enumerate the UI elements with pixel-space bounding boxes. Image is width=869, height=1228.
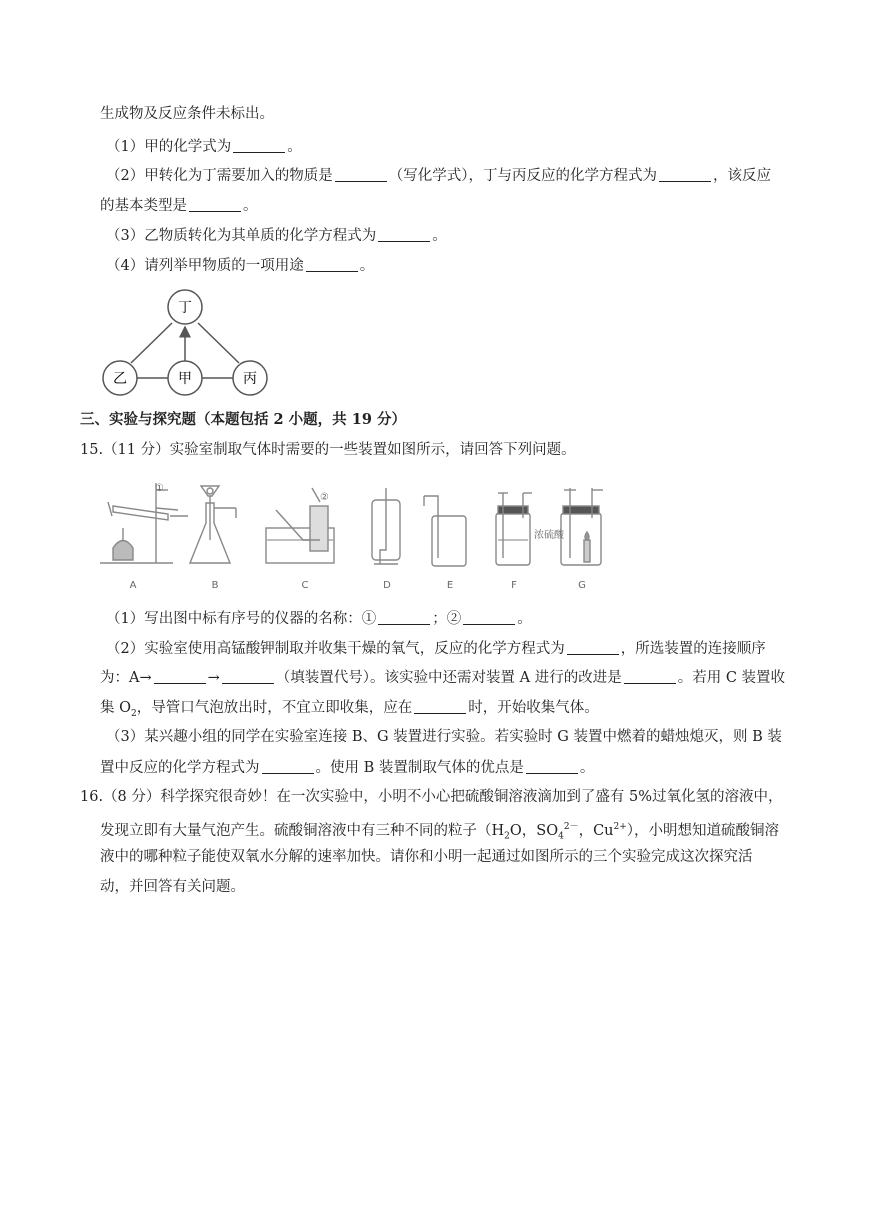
- apparatus-d: [372, 488, 400, 564]
- answer-blank[interactable]: [233, 136, 285, 153]
- apparatus-label-d: D: [383, 580, 391, 591]
- apparatus-e: [424, 496, 466, 566]
- q14-part4: （4）请列举甲物质的一项用途 。: [106, 255, 374, 276]
- q14-part2: （2）甲转化为丁需要加入的物质是 （写化学式），丁与丙反应的化学方程式为 ，该反应: [106, 165, 771, 186]
- answer-blank[interactable]: [378, 608, 430, 625]
- apparatus-b: [190, 486, 236, 563]
- answer-blank[interactable]: [189, 195, 241, 212]
- apparatus-a: [100, 483, 188, 563]
- answer-blank[interactable]: [526, 757, 578, 774]
- q14-part2-cont: 的基本类型是 。: [100, 195, 258, 216]
- mark-1: ①: [155, 483, 164, 494]
- apparatus-f: [496, 493, 532, 565]
- answer-blank[interactable]: [414, 697, 466, 714]
- q14-part3: （3）乙物质转化为其单质的化学方程式为 。: [106, 225, 447, 246]
- edge-ding-yi: [131, 323, 172, 363]
- node-bing-label: 丙: [243, 371, 257, 387]
- q15-stem: 15.（11 分）实验室制取气体时需要的一些装置如图所示，请回答下列问题。: [80, 442, 576, 458]
- q14-part1: （1）甲的化学式为 。: [106, 136, 302, 157]
- answer-blank[interactable]: [659, 165, 711, 182]
- apparatus-label-a: A: [129, 580, 137, 591]
- node-jia-label: 甲: [178, 371, 192, 387]
- apparatus-label-e: E: [446, 580, 454, 591]
- answer-blank[interactable]: [262, 757, 314, 774]
- apparatus-label-c: C: [301, 580, 309, 591]
- q16-line2: 发现立即有大量气泡产生。硫酸铜溶液中有三种不同的粒子（$H_2O$，$SO_4^{2-}$，$Cu^{2+}$），小明想知道硫酸铜溶: [100, 822, 780, 842]
- answer-blank[interactable]: [463, 608, 515, 625]
- q15-part2: （2）实验室使用高锰酸钾制取并收集干燥的氧气，反应的化学方程式为 ，所选装置的连接顺序: [106, 638, 766, 659]
- answer-blank[interactable]: [378, 225, 430, 242]
- q16-line3: 液中的哪种粒子能使双氧水分解的速率加快。请你和小明一起通过如图所示的三个实验完成这次探究活: [100, 849, 753, 865]
- node-ding-label: 丁: [178, 300, 192, 316]
- section-3-title: 三、实验与探究题（本题包括 2 小题，共 19 分）: [80, 411, 406, 428]
- q15-part3-cont: 置中反应的化学方程式为 。使用 B 装置制取气体的优点是 。: [100, 757, 594, 778]
- q15-part3: （3）某兴趣小组的同学在实验室连接 B、G 装置进行实验。若实验时 G 装置中燃着的蜡烛熄灭，则 B 装: [106, 729, 782, 745]
- q15-part1: （1）写出图中标有序号的仪器的名称：① ；② 。: [106, 608, 532, 629]
- node-yi-label: 乙: [113, 371, 127, 387]
- f-label: 浓硫酸: [534, 530, 564, 541]
- mark-2: ②: [320, 492, 329, 503]
- answer-blank[interactable]: [624, 667, 676, 684]
- apparatus-label-f: F: [511, 580, 517, 591]
- answer-blank[interactable]: [154, 667, 206, 684]
- q14-intro-tail: 生成物及反应条件未标出。: [100, 106, 274, 122]
- apparatus-g: [561, 488, 603, 565]
- answer-blank[interactable]: [335, 165, 387, 182]
- q15-apparatus-figure: [98, 478, 618, 598]
- apparatus-label-g: G: [578, 580, 586, 591]
- answer-blank[interactable]: [306, 255, 358, 272]
- q16-line1: 16.（8 分）科学探究很奇妙！在一次实验中，小明不小心把硫酸铜溶液滴加到了盛有 5%过氧化氢的溶液中，: [80, 789, 783, 805]
- q14-transformation-diagram: [95, 285, 280, 400]
- answer-blank[interactable]: [222, 667, 274, 684]
- apparatus-label-b: B: [211, 580, 219, 591]
- edge-ding-bing: [198, 323, 239, 363]
- apparatus-labels: [130, 580, 586, 591]
- q16-line4: 动，并回答有关问题。: [100, 879, 245, 895]
- q15-part2-cont2: 集 $O_2$，导管口气泡放出时，不宜立即收集，应在 时，开始收集气体。: [100, 697, 599, 724]
- answer-blank[interactable]: [567, 638, 619, 655]
- q15-part2-cont1: 为：A→ → （填装置代号）。该实验中还需对装置 A 进行的改进是 。若用 C 装置收: [100, 667, 785, 688]
